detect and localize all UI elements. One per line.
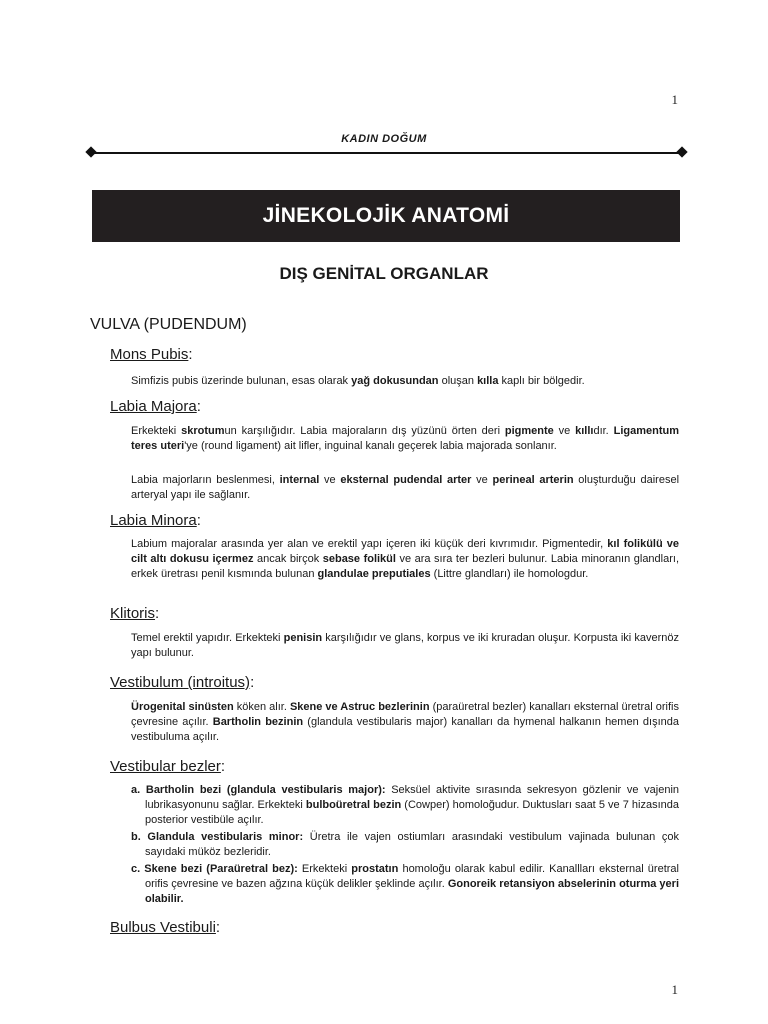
- text-run: Erkekteki: [131, 425, 182, 437]
- text-run: 'ye (round ligament) ait lifler, inguinal kanalı geçerek labia majorada sonlanır.: [184, 440, 557, 452]
- section-heading: VULVA (PUDENDUM): [90, 316, 247, 333]
- page-title: JİNEKOLOJİK ANATOMİ: [262, 204, 510, 227]
- bold-term: kıl folikülü ve cilt altı dokusu içermez: [131, 538, 679, 565]
- heading-text: Vestibulum (introitus): [110, 674, 251, 691]
- text-run: Erkekteki: [297, 863, 352, 875]
- paragraph-labia-majora-2: [131, 473, 679, 503]
- text-run: Üretra ile vajen ostiumları arasındaki vestibulum vajinada bulunan çok sayıdaki müköz bezleridir.: [145, 831, 679, 858]
- heading-klitoris: Klitoris:: [110, 605, 160, 622]
- bold-term: sebase folikül: [322, 553, 396, 565]
- list-item: [131, 783, 679, 828]
- text-run: ve: [471, 474, 493, 486]
- text-run: ancak birçok: [253, 553, 323, 565]
- bold-term: glandulae preputiales: [317, 568, 431, 580]
- heading-text: Mons Pubis: [110, 346, 189, 363]
- rule-diamond-left: [85, 146, 96, 157]
- text-run: karşılığıdır ve glans, korpus ve iki kruradan oluşur. Korpusta iki kavernöz yapı bulunur.: [131, 632, 679, 659]
- heading-text: Labia Majora: [110, 398, 197, 415]
- text-run: ve ara sıra ter bezleri bulunur. Labia minoranın glandları, erkek üretrası penil kısmında bulunan: [131, 553, 680, 580]
- text-run: homoloğu olarak kabul edilir. Kanallları eksternal üretral orifis çevresine ve bazen ağzına küçük delikler şeklinde açılır.: [145, 863, 679, 890]
- text-run: dır.: [593, 425, 614, 437]
- paragraph-labia-majora-1: [131, 424, 679, 454]
- title-banner: [92, 190, 680, 242]
- bold-term: prostatın: [351, 863, 399, 875]
- paragraph-labia-minora: [131, 537, 679, 582]
- text-run: Simfizis pubis üzerinde bulunan, esas olarak: [131, 375, 352, 387]
- list-marker: b.: [131, 831, 141, 843]
- vestibular-bezler-list: [131, 783, 679, 909]
- heading-mons-pubis: Mons Pubis:: [110, 346, 193, 363]
- page-number-top: 1: [671, 92, 678, 107]
- bold-term: penisin: [283, 632, 323, 644]
- text-run: oluşan: [438, 375, 478, 387]
- text-run: Labia majorların beslenmesi,: [131, 474, 280, 486]
- bold-term: bulboüretral bezin: [305, 799, 402, 811]
- bold-term: kıllı: [575, 425, 594, 437]
- bold-term: eksternal pudendal arter: [340, 474, 472, 486]
- text-run: (paraüretral bezler) kanalları eksternal üretral orifis çevresine açılır.: [131, 701, 679, 728]
- bold-term: Glandula vestibularis minor:: [147, 831, 304, 843]
- heading-labia-minora: Labia Minora:: [110, 512, 201, 529]
- bold-term: Skene bezi (Paraüretral bez):: [144, 863, 298, 875]
- heading-labia-majora: Labia Majora:: [110, 398, 201, 415]
- text-run: kaplı bir bölgedir.: [498, 375, 585, 387]
- text-run: (Littre glandları) ile homologdur.: [430, 568, 589, 580]
- text-run: oluşturduğu dairesel arteryal yapı ile sağlanır.: [131, 474, 680, 501]
- bold-term: internal: [279, 474, 320, 486]
- running-head: KADIN DOĞUM: [341, 133, 427, 145]
- bold-term: yağ dokusundan: [351, 375, 439, 387]
- rule-diamond-right: [676, 146, 687, 157]
- page-number-bottom: 1: [671, 982, 678, 997]
- bold-term: Bartholin bezi (glandula vestibularis major):: [145, 784, 386, 796]
- heading-bulbus-vestibuli: Bulbus Vestibuli:: [110, 919, 221, 936]
- text-run: ve: [553, 425, 576, 437]
- text-run: ve: [319, 474, 341, 486]
- bold-term: Skene ve Astruc bezlerinin: [289, 701, 430, 713]
- bold-term: kılla: [477, 375, 499, 387]
- text-run: un karşılığıdır. Labia majoraların dış yüzünü örten deri: [224, 425, 505, 437]
- bold-term: Ligamentum teres uteri: [131, 425, 679, 452]
- heading-text: Vestibular bezler: [110, 758, 221, 775]
- bold-term: skrotum: [181, 425, 225, 437]
- text-run: Temel erektil yapıdır. Erkekteki: [131, 632, 284, 644]
- bold-term: Ürogenital sinüsten: [131, 701, 234, 713]
- text-run: (Cowper) homoloğudur. Duktusları saat 5 ve 7 hizasında posterior vestibüle açılır.: [145, 799, 679, 826]
- paragraph-klitoris: [131, 631, 679, 661]
- list-item: [131, 862, 679, 907]
- bold-term: pigmente: [504, 425, 554, 437]
- bold-term: Gonoreik retansiyon abselerinin oturma yeri olabilir.: [145, 878, 679, 905]
- text-run: Labium majoralar arasında yer alan ve erektil yapı içeren iki küçük deri kıvrımıdır. Pigmentedir,: [131, 538, 608, 550]
- list-marker: c.: [131, 863, 141, 875]
- bold-term: Bartholin bezinin: [212, 716, 304, 728]
- heading-vestibulum: Vestibulum (introitus):: [110, 674, 255, 691]
- paragraph-mons-pubis: [131, 374, 679, 389]
- text-run: (glandula vestibularis major) kanalları da hymenal halkanın hemen dışında vestibuluma açılır.: [131, 716, 679, 743]
- text-run: Seksüel aktivite sırasında sekresyon gözlenir ve vajenin lubrikasyonunu sağlar. Erkekteki: [145, 784, 680, 811]
- heading-text: Bulbus Vestibuli: [110, 919, 216, 936]
- heading-text: Klitoris: [110, 605, 156, 622]
- heading-text: Labia Minora: [110, 512, 197, 529]
- paragraph-vestibulum: [131, 700, 679, 745]
- header-rule: [92, 152, 682, 154]
- bold-term: perineal arterin: [492, 474, 574, 486]
- list-item: [131, 830, 679, 860]
- subtitle: DIŞ GENİTAL ORGANLAR: [279, 264, 489, 283]
- heading-vestibular-bezler: Vestibular bezler:: [110, 758, 226, 775]
- list-marker: a.: [131, 784, 141, 796]
- text-run: köken alır.: [233, 701, 290, 713]
